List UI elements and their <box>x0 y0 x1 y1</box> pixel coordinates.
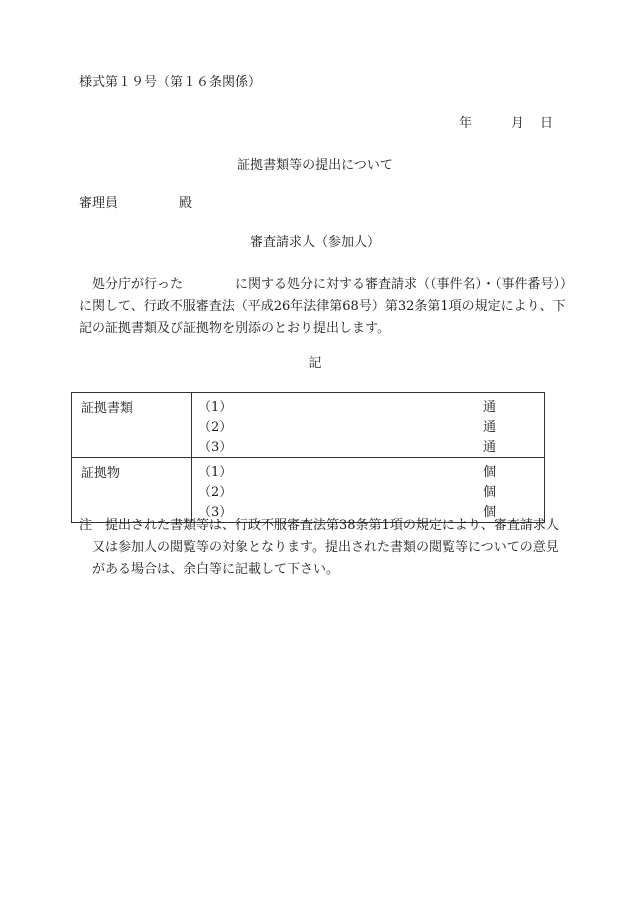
note-line-1: 注 提出された書類等は、行政不服審査法第38条第1項の規定により、審査請求人 <box>79 518 559 533</box>
item-row <box>198 415 544 435</box>
item-row <box>198 395 544 415</box>
body-line-1b: に関する処分に対する審査請求（（事件名）・（事件番号）） <box>235 277 574 292</box>
item-unit: 通 <box>482 399 496 415</box>
item-number: （3） <box>198 504 233 520</box>
item-row <box>198 435 544 455</box>
addressee-honorific: 殿 <box>179 196 193 211</box>
item-unit: 個 <box>482 464 496 480</box>
item-unit: 通 <box>482 419 496 435</box>
table-row <box>72 458 545 523</box>
item-unit: 個 <box>482 504 496 520</box>
body-text <box>79 274 574 340</box>
item-unit: 個 <box>482 484 496 500</box>
ki-heading: 記 <box>308 356 322 371</box>
addressee-name: 審理員 <box>79 196 119 211</box>
evidence-table <box>71 392 545 523</box>
date-year-label: 年 <box>459 116 473 131</box>
item-row <box>198 460 544 480</box>
body-line-1a: 処分庁が行った <box>92 277 184 292</box>
note-line-3: がある場合は、余白等に記載して下さい。 <box>92 562 340 577</box>
body-line-3: 記の証拠書類及び証拠物を別添のとおり提出します。 <box>79 321 390 336</box>
document-title: 証拠書類等の提出について <box>237 158 393 173</box>
item-unit: 通 <box>482 439 496 455</box>
item-row <box>198 480 544 500</box>
body-line-2: に関して、行政不服審査法（平成26年法律第68号）第32条第1項の規定により、下 <box>79 299 566 314</box>
table-row <box>72 393 545 458</box>
date-day-label: 日 <box>540 116 554 131</box>
group-label: 証拠書類 <box>72 393 192 458</box>
date-month-label: 月 <box>511 116 525 131</box>
group-items <box>192 393 545 458</box>
item-number: （1） <box>198 399 233 415</box>
form-number: 様式第１９号（第１６条関係） <box>79 75 262 90</box>
item-number: （3） <box>198 439 233 455</box>
addressee <box>79 196 193 211</box>
requester-label: 審査請求人（参加人） <box>249 235 380 250</box>
item-number: （2） <box>198 484 233 500</box>
body-line-1 <box>79 274 574 296</box>
item-number: （1） <box>198 464 233 480</box>
item-number: （2） <box>198 419 233 435</box>
group-label: 証拠物 <box>72 458 192 523</box>
note <box>79 515 559 581</box>
note-line-2: 又は参加人の閲覧等の対象となります。提出された書類の閲覧等についての意見 <box>92 540 559 555</box>
group-items <box>192 458 545 523</box>
